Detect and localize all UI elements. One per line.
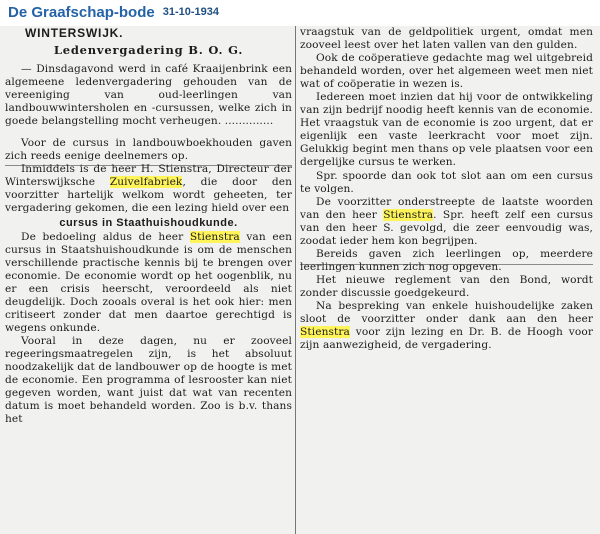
paragraph: Bereids gaven zich leerlingen op, meerdere leerlingen kunnen zich nog opgeven.: [300, 247, 593, 273]
newspaper-name: De Graafschap-bode: [8, 3, 155, 21]
paragraph: Inmiddels is de heer H. Stienstra, Directeur der Winterswijksche Zuivelfabriek, die door den voorzitter hartelijk welkom wordt geheeten, ter vergadering gekomen, die een lezing hield over een: [5, 163, 292, 215]
paragraph: Na bespreking van enkele huishoudelijke zaken sloot de voorzitter onder dank aan den heer Stienstra voor zijn lezing en Dr. B. de Hoogh voor zijn aanwezigheid, de vergadering.: [300, 299, 593, 352]
column-right: [300, 26, 593, 352]
article-subheading: Ledenvergadering B. O. G.: [53, 43, 244, 57]
paragraph: De voorzitter onderstreepte de laatste woorden van den heer Stienstra. Spr. heeft zelf een cursus van den heer S. gevolgd, die zeer eenvoudig was, zoodat ieder hem kon begrijpen.: [300, 195, 594, 247]
paragraph: Ook de coöperatieve gedachte mag wel uitgebreid behandeld worden, over het algemeen weet men niet wat of coöperatie in wezen is.: [300, 52, 593, 91]
article-heading: WINTERSWIJK.: [25, 26, 124, 40]
paragraph: De bedoeling aldus de heer Stienstra van een cursus in Staatshuishoudkunde is om de menschen verschillende practische kennis bij te brengen over economie. De economie wordt op het oogenblik, nu er een crisis heerscht, veroordeeld als niet deugdelijk. Doch zooals overal is het ook hier: men critiseert zonder dat men daartoe gerechtigd is wegens onkunde.: [5, 230, 292, 334]
paragraph: vraagstuk van de geldpolitiek urgent, omdat men zooveel leest over het laten vallen van den gulden.: [300, 26, 593, 52]
paragraph: Spr. spoorde dan ook tot slot aan om een cursus te volgen.: [300, 169, 593, 195]
paragraph: — Dinsdagavond werd in café Kraaijenbrink een algemeene ledenvergadering gehouden van de vereeniging van oud-leerlingen van landbouwwintersholen en -cursussen, welke zich in goede belangstelling mocht verheugen. ..............: [5, 63, 292, 128]
lecture-title: cursus in Staathuishoudkunde.: [59, 216, 238, 229]
highlight: Zuivelfabriek: [109, 176, 183, 189]
paragraph: Iedereen moet inzien dat hij voor de ontwikkeling van zijn bedrijf noodig heeft kennis van de economie. Het vraagstuk van de economie is zoo urgent, dat er eigenlijk een vaste leerkracht voor moet zijn. Gelukkig begint men thans op vele plaatsen voor een dergelijke cursus te werken.: [300, 91, 593, 169]
paragraph: Vooral in deze dagen, nu er zooveel regeeringsmaatregelen zijn, is het absoluut noodzakelijk dat de landbouwer op de hoogte is met de economie. Een programma of lesrooster kan niet gegeven worden, want juist dat wat van recenten datum is moet behandeld worden. Zoo is b.v. thans het: [5, 334, 292, 426]
highlight: Stienstra: [189, 230, 240, 243]
newspaper-clipping: [0, 26, 600, 534]
highlight: Stienstra: [300, 326, 350, 339]
clipping-header: [0, 0, 600, 24]
column-left: [5, 26, 292, 426]
paragraph: Voor de cursus in landbouwboekhouden gaven zich reeds eenige deelnemers op.: [5, 137, 292, 163]
highlight: Stienstra: [383, 208, 434, 221]
column-divider: [295, 26, 296, 534]
paragraph: Het nieuwe reglement van den Bond, wordt zonder discussie goedgekeurd.: [300, 273, 593, 299]
publication-date: 31-10-1934: [162, 6, 219, 18]
